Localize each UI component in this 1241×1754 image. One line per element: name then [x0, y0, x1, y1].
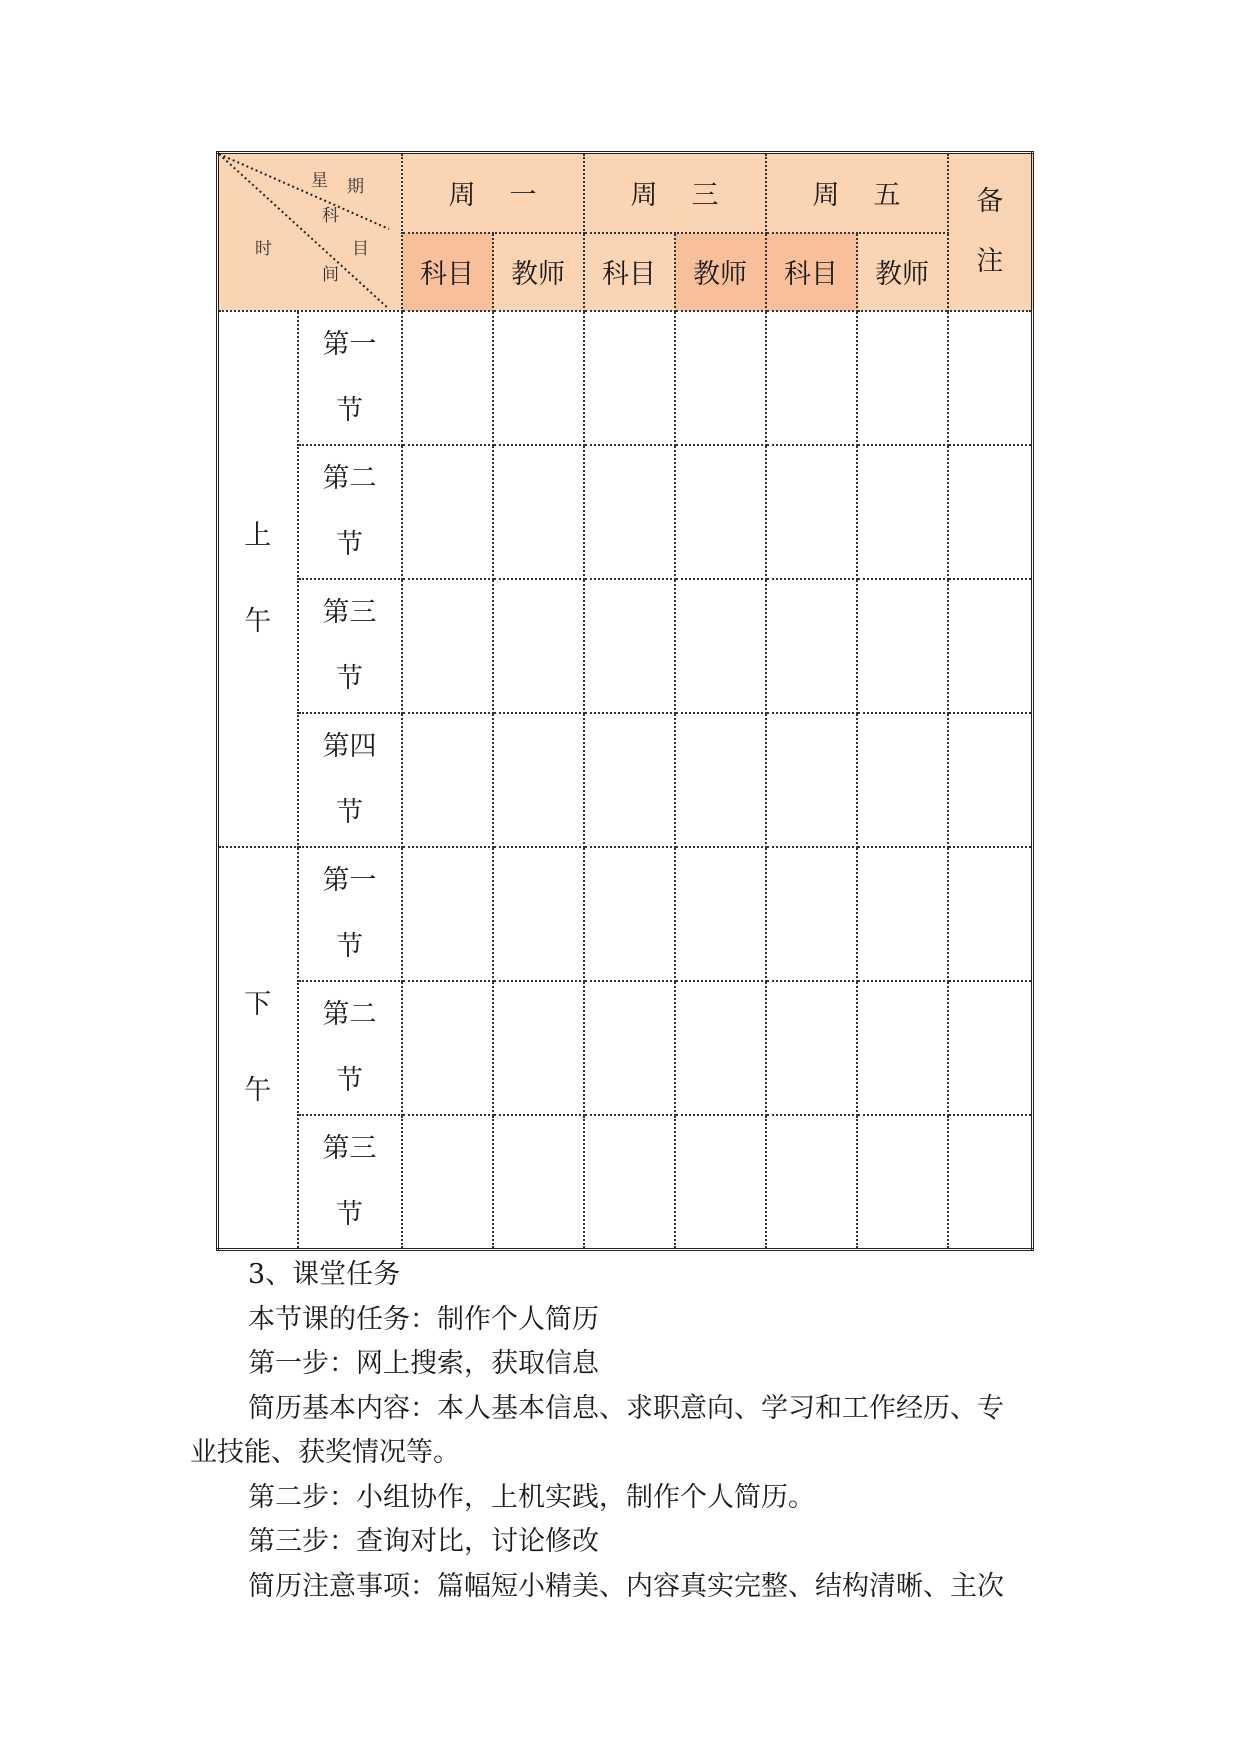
- schedule-cell: [766, 445, 857, 579]
- corner-label-xing: 星: [311, 171, 328, 191]
- step1-line: 第一步：网上搜索，获取信息: [248, 1348, 599, 1379]
- corner-header-cell: [218, 153, 402, 311]
- subject-header: 科目: [402, 233, 493, 311]
- corner-label-qi: 期: [347, 177, 364, 197]
- remark-cell: [948, 847, 1033, 981]
- schedule-cell: [402, 1115, 493, 1250]
- schedule-cell: [493, 311, 584, 445]
- schedule-cell: [675, 445, 766, 579]
- schedule-cell: [675, 311, 766, 445]
- schedule-cell: [857, 713, 948, 847]
- schedule-cell: [402, 847, 493, 981]
- schedule-cell: [857, 311, 948, 445]
- notes-line-1: 简历注意事项：篇幅短小精美、内容真实完整、结构清晰、主次: [248, 1571, 1004, 1602]
- schedule-cell: [675, 713, 766, 847]
- period-label: 第四 节: [298, 713, 402, 847]
- corner-label-mu: 目: [352, 239, 369, 259]
- schedule-cell: [402, 713, 493, 847]
- schedule-cell: [402, 445, 493, 579]
- schedule-cell: [857, 445, 948, 579]
- schedule-cell: [402, 579, 493, 713]
- day-header-wednesday: 周 三: [584, 153, 766, 233]
- session-afternoon: 下 午: [218, 847, 298, 1250]
- subject-header: 科目: [766, 233, 857, 311]
- teacher-header: 教师: [857, 233, 948, 311]
- teacher-header: 教师: [675, 233, 766, 311]
- remark-cell: [948, 311, 1033, 445]
- schedule-cell: [402, 981, 493, 1115]
- schedule-cell: [584, 713, 675, 847]
- schedule-cell: [584, 311, 675, 445]
- schedule-cell: [675, 1115, 766, 1250]
- schedule-cell: [857, 847, 948, 981]
- remark-cell: [948, 579, 1033, 713]
- corner-label-shi: 时: [255, 239, 272, 259]
- schedule-cell: [584, 445, 675, 579]
- schedule-cell: [493, 981, 584, 1115]
- schedule-cell: [766, 1115, 857, 1250]
- schedule-cell: [584, 1115, 675, 1250]
- remark-header: 备 注: [948, 153, 1033, 311]
- session-morning: 上 午: [218, 311, 298, 847]
- schedule-cell: [675, 981, 766, 1115]
- schedule-cell: [766, 579, 857, 713]
- schedule-cell: [766, 981, 857, 1115]
- remark-cell: [948, 981, 1033, 1115]
- period-label: 第二 节: [298, 445, 402, 579]
- remark-cell: [948, 1115, 1033, 1250]
- schedule-cell: [675, 579, 766, 713]
- remark-cell: [948, 713, 1033, 847]
- period-label: 第一 节: [298, 847, 402, 981]
- schedule-cell: [584, 579, 675, 713]
- schedule-cell: [766, 847, 857, 981]
- schedule-cell: [584, 847, 675, 981]
- period-label: 第二 节: [298, 981, 402, 1115]
- period-label: 第一 节: [298, 311, 402, 445]
- schedule-cell: [766, 713, 857, 847]
- remark-cell: [948, 445, 1033, 579]
- timetable: [216, 151, 1034, 1251]
- period-label: 第三 节: [298, 579, 402, 713]
- schedule-cell: [493, 847, 584, 981]
- schedule-cell: [402, 311, 493, 445]
- day-header-friday: 周 五: [766, 153, 948, 233]
- schedule-cell: [857, 1115, 948, 1250]
- subject-header: 科目: [584, 233, 675, 311]
- schedule-cell: [857, 579, 948, 713]
- step2-line: 第二步：小组协作，上机实践，制作个人简历。: [248, 1482, 815, 1513]
- schedule-cell: [493, 713, 584, 847]
- section-heading: 3、课堂任务: [248, 1259, 401, 1290]
- step3-line: 第三步：查询对比，讨论修改: [248, 1526, 599, 1557]
- schedule-cell: [766, 311, 857, 445]
- schedule-cell: [493, 579, 584, 713]
- task-line: 本节课的任务：制作个人简历: [248, 1304, 599, 1335]
- day-header-monday: 周 一: [402, 153, 584, 233]
- schedule-cell: [493, 445, 584, 579]
- schedule-cell: [675, 847, 766, 981]
- teacher-header: 教师: [493, 233, 584, 311]
- schedule-cell: [493, 1115, 584, 1250]
- schedule-cell: [584, 981, 675, 1115]
- content-line-2: 业技能、获奖情况等。: [190, 1437, 460, 1468]
- schedule-cell: [857, 981, 948, 1115]
- corner-label-ke: 科: [322, 206, 339, 226]
- content-line-1: 简历基本内容：本人基本信息、求职意向、学习和工作经历、专: [248, 1393, 1004, 1424]
- period-label: 第三 节: [298, 1115, 402, 1250]
- corner-label-jian: 间: [322, 265, 339, 285]
